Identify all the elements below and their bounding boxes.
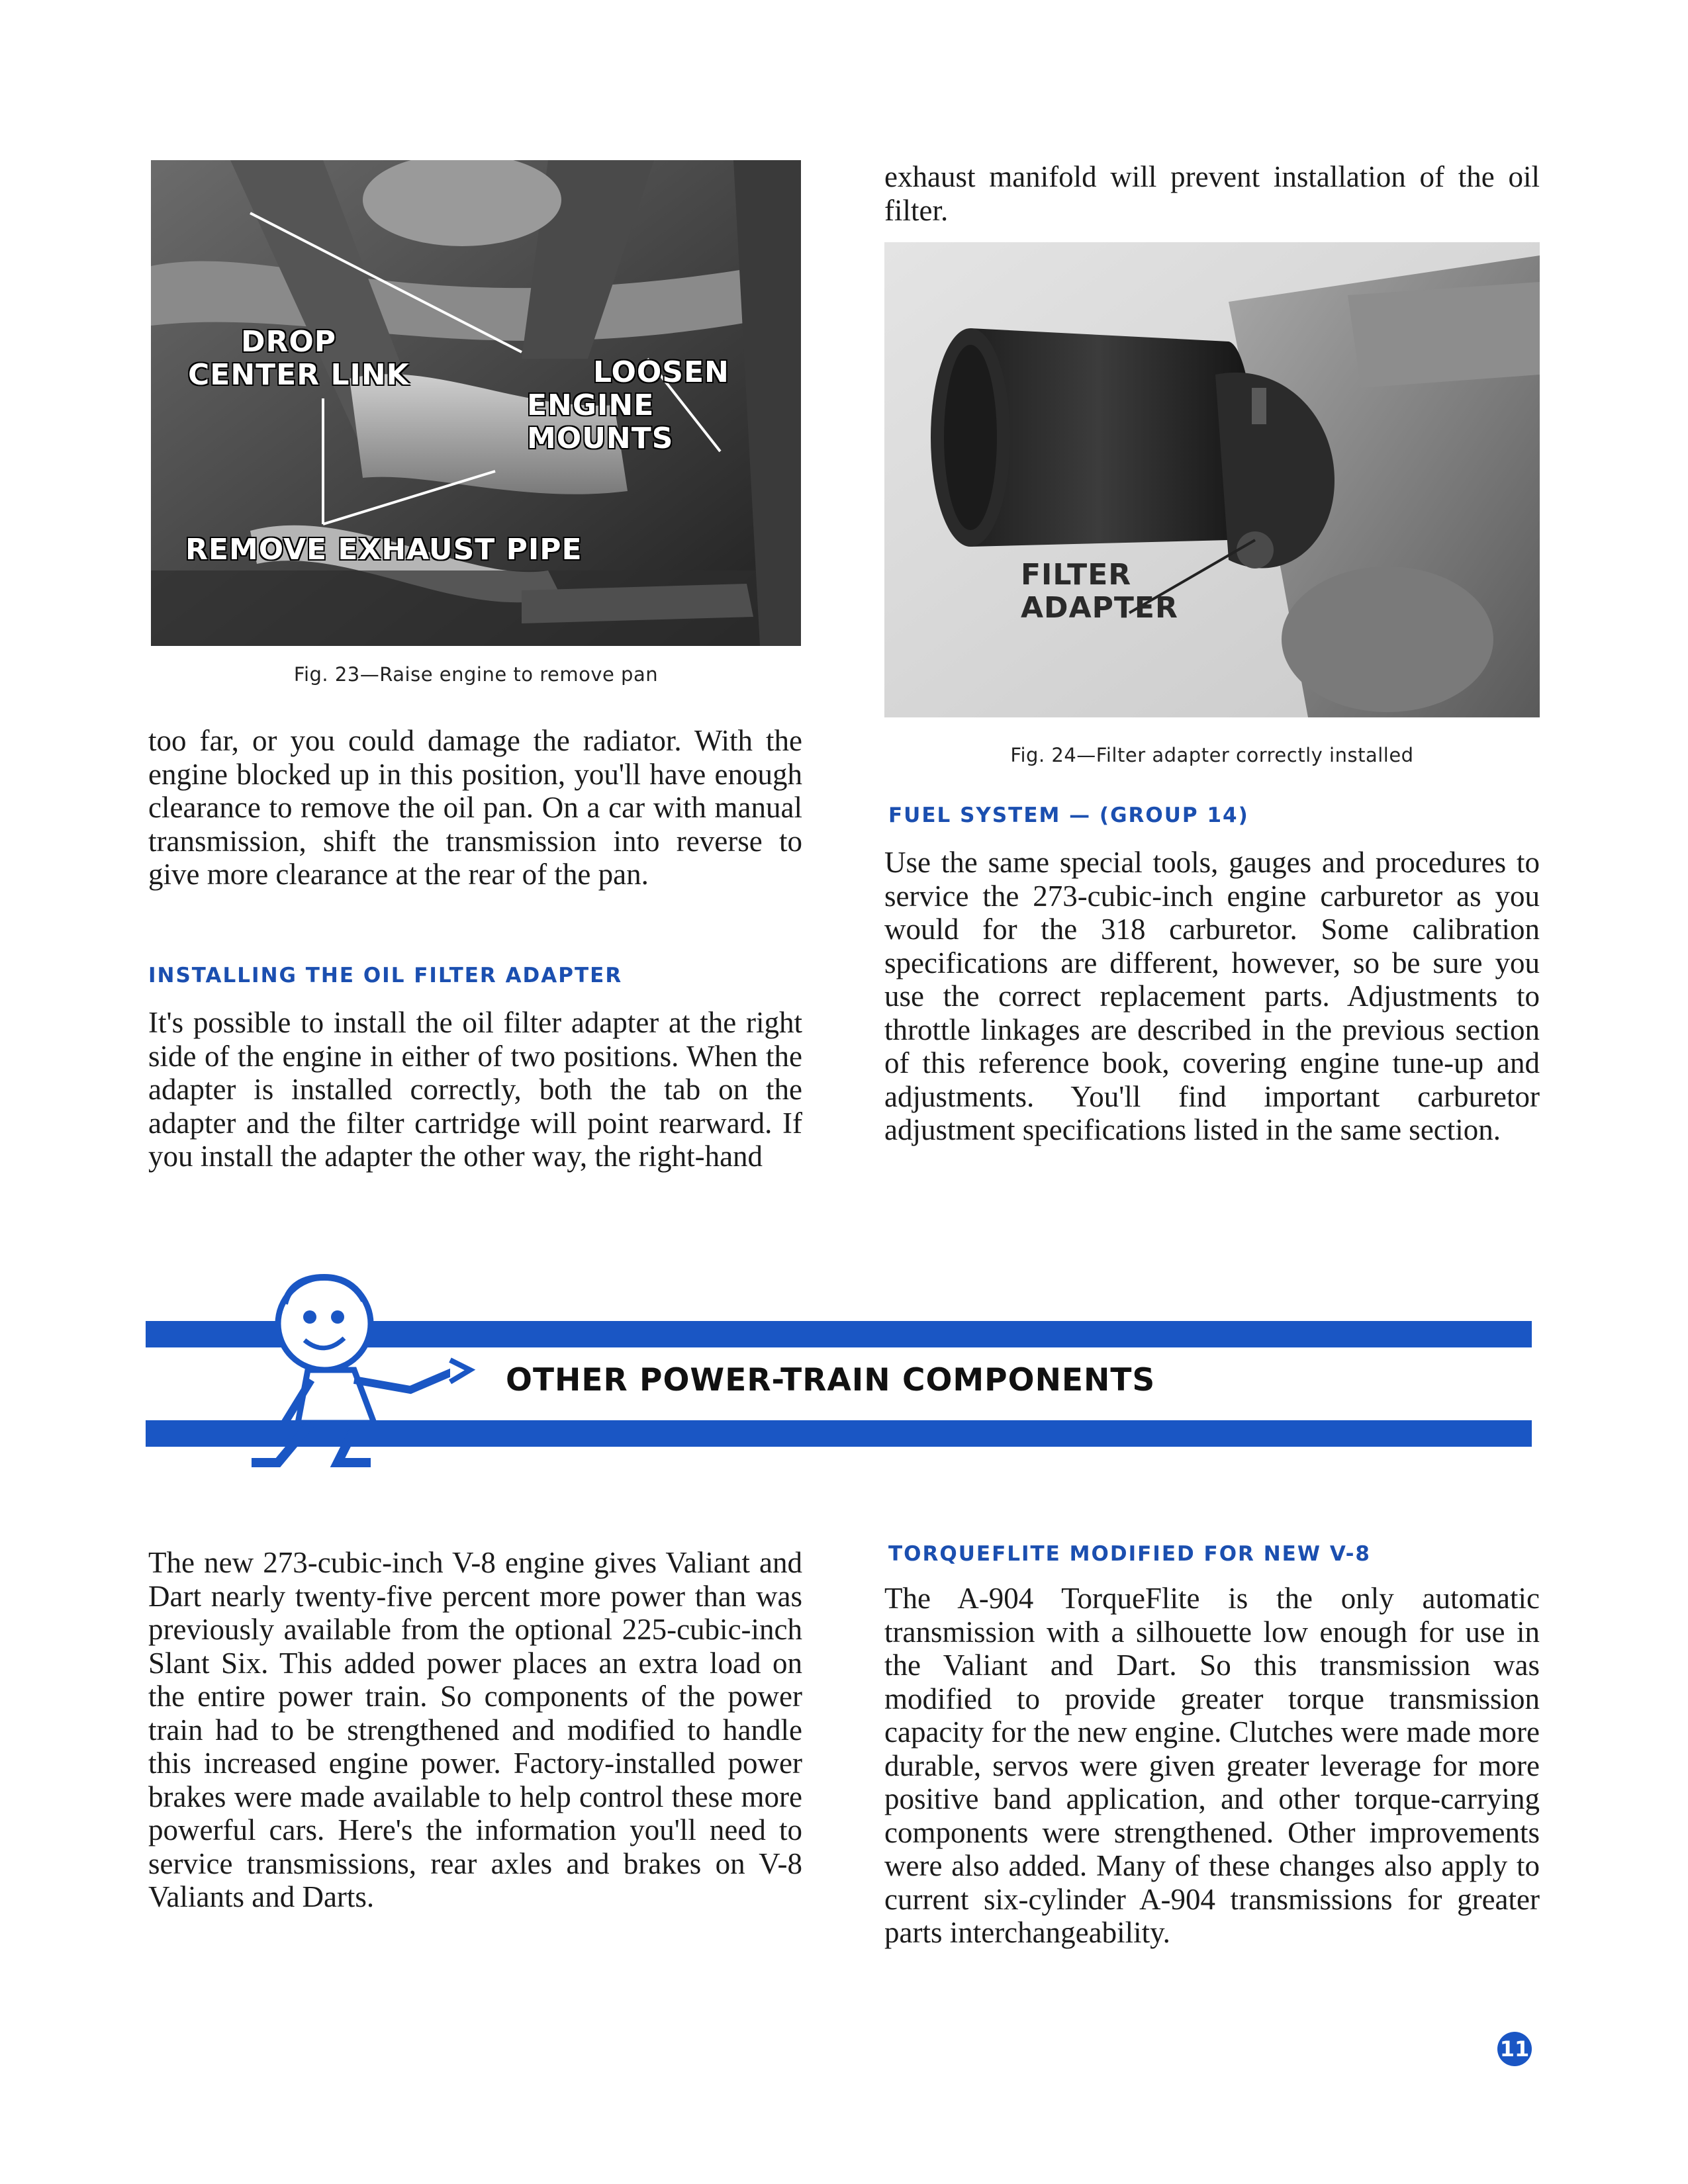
mascot-figure-icon — [238, 1264, 490, 1469]
page-number: 11 — [1497, 2032, 1532, 2066]
fig24-photo — [884, 242, 1540, 717]
oil-filter-illustration — [884, 242, 1540, 717]
bottom-right-paragraph: The A-904 TorqueFlite is the only automatic transmission with a silhouette low enough for use in the Valiant and Dart. So this transmission was modified to provide greater torque transmission capacity for the new engine. Clutches were made more durable, servos were given greater leverage for more positive band application, and other torque-carrying components were strengthened. Other improvements were also added. Many of these changes also apply to current six-cylinder A-904 transmissions for greater parts interchangeability. — [884, 1582, 1540, 1949]
right-paragraph-1: Use the same special tools, gauges and procedures to service the 273-cubic-inch engine carburetor as you would for the 318 carburetor. Some calibration specifications are different, however, so be sure you use the correct replacement parts. Adjustments to throttle linkages are described in the previous section of this reference book, covering engine tune-up and adjustments. You'll find important carburetor adjustment specifications listed in the same section. — [884, 846, 1540, 1146]
fig23-caption: Fig. 23—Raise engine to remove pan — [293, 663, 659, 686]
section-heading-fuel-system: FUEL SYSTEM — (GROUP 14) — [888, 803, 1249, 827]
banner-title: OTHER POWER-TRAIN COMPONENTS — [506, 1362, 1156, 1398]
fig24-caption: Fig. 24—Filter adapter correctly installed — [1010, 744, 1414, 766]
section-heading-torqueflite: TORQUEFLITE MODIFIED FOR NEW V-8 — [888, 1542, 1372, 1566]
callout-engine-mounts: ENGINE MOUNTS — [527, 388, 674, 455]
callout-center-link: CENTER LINK — [188, 358, 410, 392]
right-paragraph-0: exhaust manifold will prevent installation of the oil filter. — [884, 160, 1540, 227]
callout-drop: DROP — [241, 325, 337, 359]
fig24-callout-filter: FILTER — [1021, 558, 1132, 592]
left-paragraph-2: It's possible to install the oil filter adapter at the right side of the engine in either of two positions. When the adapter is installed correctly, both the tab on the adapter and the filter cartridge will point rearward. If you install the adapter the other way, the right-hand — [148, 1006, 802, 1173]
left-paragraph-1: too far, or you could damage the radiator. With the engine blocked up in this position, you'll have enough clearance to remove the oil pan. On a car with manual transmission, shift the transmission into reverse to give more clearance at the rear of the pan. — [148, 724, 802, 891]
fig24-callout-adapter: ADAPTER — [1021, 591, 1178, 625]
callout-loosen: LOOSEN — [593, 355, 729, 389]
bottom-left-paragraph: The new 273-cubic-inch V-8 engine gives Valiant and Dart nearly twenty-five percent more power than was previously available from the optional 225-cubic-inch Slant Six. This added power places an extra load on the entire power train. So components of the power train had to be strengthened and modified to handle this increased engine power. Factory-installed power brakes were made available to help control these more powerful cars. Here's the information you'll need to service transmissions, rear axles and brakes on V-8 Valiants and Darts. — [148, 1546, 802, 1913]
section-heading-oil-filter-adapter: INSTALLING THE OIL FILTER ADAPTER — [148, 964, 623, 987]
fig23-photo — [151, 160, 801, 646]
callout-remove-exhaust-pipe: REMOVE EXHAUST PIPE — [185, 533, 583, 567]
